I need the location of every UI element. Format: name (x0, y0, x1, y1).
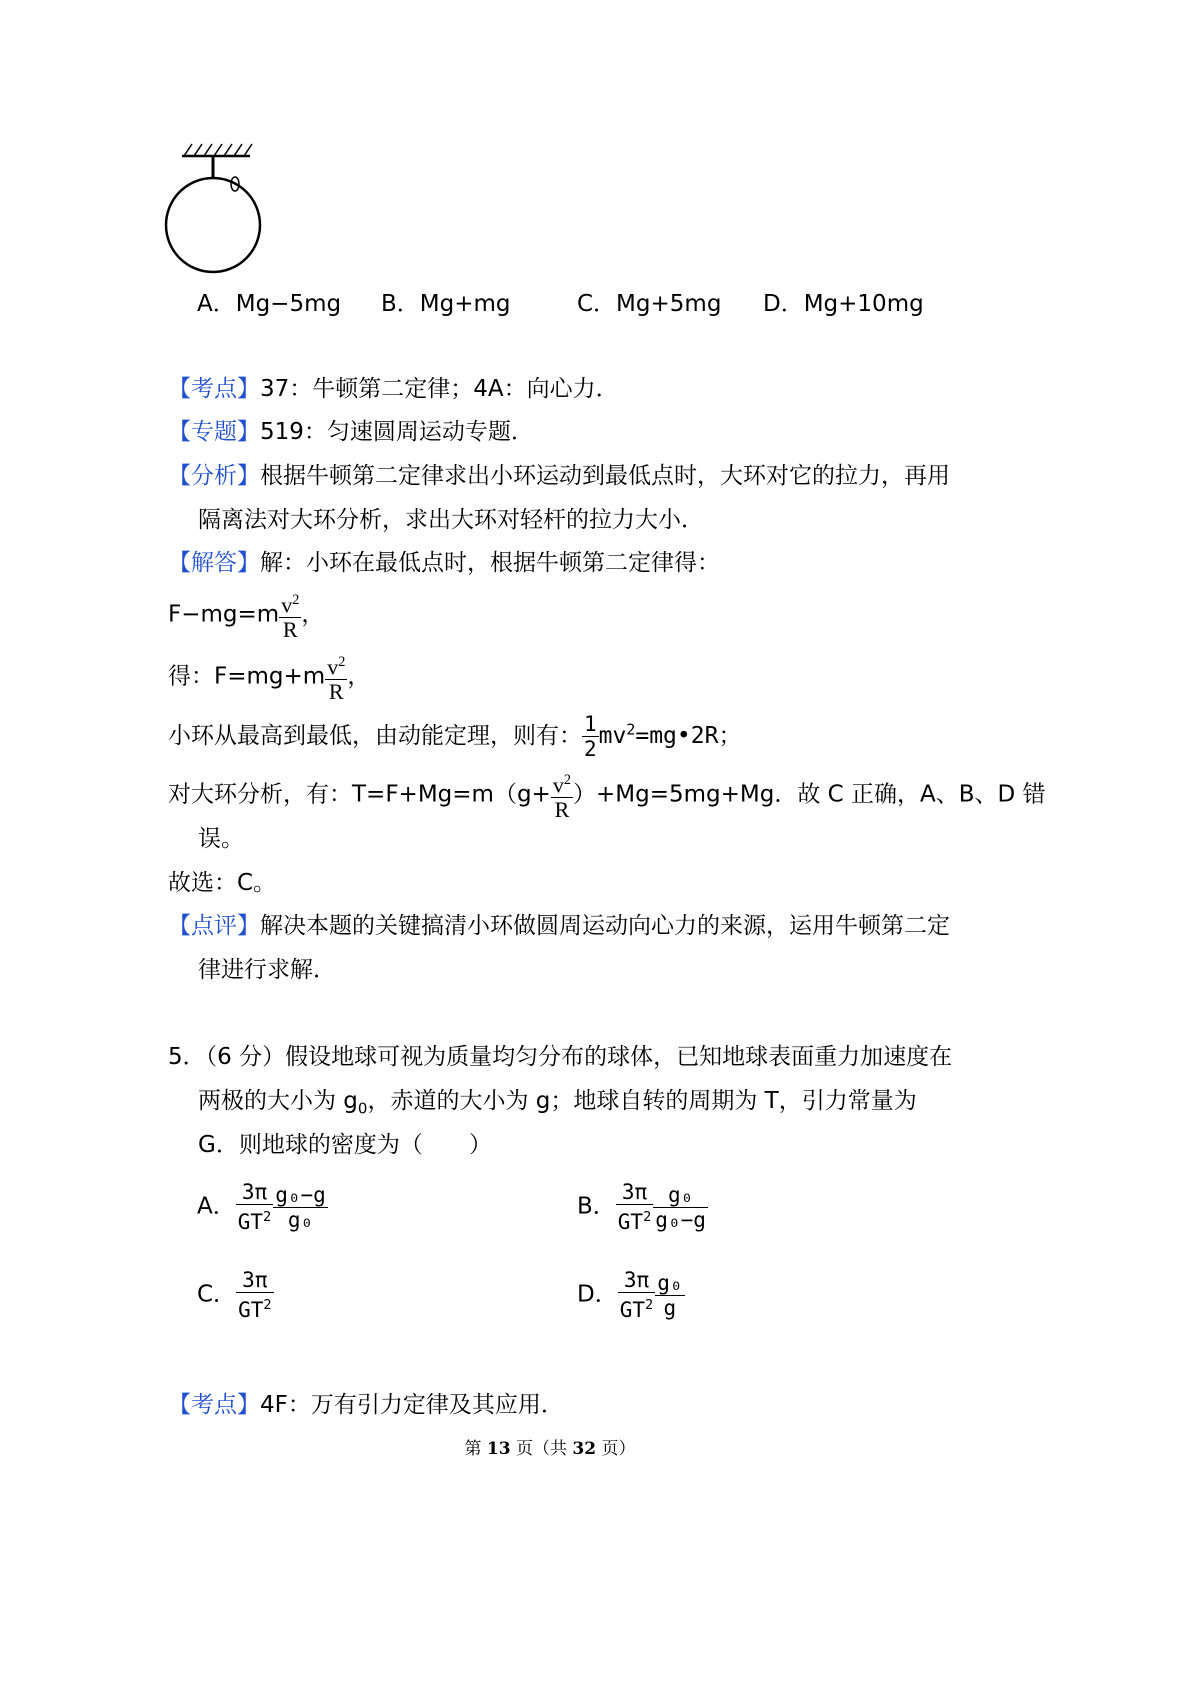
q5-option-d (577, 1268, 685, 1322)
eq2-fraction (325, 650, 347, 704)
ceiling-hatching (184, 144, 252, 156)
eq3-fraction (582, 712, 599, 761)
q5-optB-sup: 2 (643, 1209, 652, 1225)
footer-page-number: 13 (486, 1439, 511, 1459)
eq2-num: v (327, 654, 339, 680)
big-ring (166, 178, 260, 272)
q5-optC-den: GT (238, 1298, 264, 1322)
q5-option-c (197, 1268, 274, 1322)
q5-optC-frac (236, 1268, 274, 1322)
q5-optA-label: A． (197, 1193, 236, 1220)
dianping-tag: 【点评】 (168, 913, 260, 939)
kaodian-tag: 【考点】 (168, 376, 260, 402)
fenxi-line1: 根据牛顿第二定律求出小环运动到最低点时，大环对它的拉力，再用 (260, 463, 950, 489)
eq4-right: ）+Mg=5mg+Mg．故 C 正确，A、B、D 错 (572, 781, 1046, 808)
footer-mid: 页（共 (510, 1439, 573, 1459)
dianping-line2: 律进行求解． (198, 957, 336, 983)
q5-line2a: 两极的大小为 g (198, 1088, 358, 1114)
kaodian-text: 37：牛顿第二定律；4A：向心力． (260, 376, 619, 402)
q5-line2sub: 0 (357, 1099, 368, 1118)
q5-optD-label: D． (577, 1281, 618, 1308)
q5-line2 (198, 1084, 917, 1126)
q5-line3: G．则地球的密度为（ ） (198, 1132, 492, 1158)
q5-optB-frac2 (653, 1183, 708, 1232)
eq1-den: R (279, 617, 301, 642)
jieda-tag: 【解答】 (168, 550, 260, 576)
jieda-text: 解：小环在最低点时，根据牛顿第二定律得： (260, 550, 720, 576)
hanging-ring-figure (160, 140, 270, 280)
q5-optC-num: 3π (242, 1268, 268, 1292)
zhuanti-row (168, 415, 534, 449)
eq2-den: R (325, 679, 347, 704)
eq4-line2: 误。 (198, 826, 244, 852)
eq4-den: R (551, 797, 573, 822)
option-a: A．Mg−5mg (197, 291, 342, 317)
q5-optB-frac1 (616, 1180, 654, 1234)
q5-optB-den: GT (617, 1210, 644, 1234)
q5-optB-label: B． (577, 1193, 616, 1220)
fenxi-row (168, 459, 950, 493)
q5-option-a (197, 1180, 328, 1234)
q5-optD-den2: g (655, 1295, 684, 1320)
equation-4 (168, 768, 1046, 822)
q5-optB-num: 3π (621, 1180, 648, 1204)
q5-line1: 5．（6 分）假设地球可视为质量均匀分布的球体，已知地球表面重力加速度在 (168, 1044, 953, 1070)
eq4-sup: 2 (563, 772, 571, 788)
jieda-row (168, 546, 720, 580)
q5-line2b: ，赤道的大小为 g；地球自转的周期为 T，引力常量为 (367, 1088, 917, 1114)
dianping-line1: 解决本题的关键搞清小环做圆周运动向心力的来源，运用牛顿第二定 (260, 913, 950, 939)
q5-option-b (577, 1180, 708, 1234)
q5-kaodian-tag: 【考点】 (168, 1392, 260, 1418)
q5-optA-sup: 2 (263, 1209, 272, 1225)
q5-optA-den2: g₀ (273, 1207, 328, 1232)
q5-optB-num2: g₀ (667, 1182, 694, 1207)
eq1-fraction (279, 588, 301, 642)
answer-choice: 故选：C。 (168, 870, 277, 896)
fenxi-line2: 隔离法对大环分析，求出大环对轻杆的拉力大小． (198, 507, 704, 533)
eq1-num: v (281, 592, 293, 618)
q5-optC-label: C． (197, 1281, 237, 1308)
eq3-rest2: =mg•2R； (635, 723, 742, 749)
q5-optC-sup: 2 (263, 1297, 272, 1313)
q5-optA-num: 3π (241, 1180, 268, 1204)
q5-optD-num: 3π (623, 1268, 650, 1292)
eq3-rest: mv (598, 723, 627, 749)
q5-optD-num2: g₀ (657, 1270, 683, 1295)
q5-optD-frac2 (655, 1271, 684, 1320)
eq2-left: 得：F=mg+m (168, 663, 326, 690)
eq3-text: 小环从最高到最低，由动能定理，则有： (168, 723, 582, 749)
kaodian-row (168, 372, 619, 406)
eq4-left: 对大环分析，有：T=F+Mg=m（g+ (168, 781, 551, 808)
eq1-sup: 2 (292, 592, 300, 608)
page-footer (0, 1434, 1100, 1459)
eq1-end: ， (301, 601, 325, 628)
eq2-end: ， (347, 663, 371, 690)
q5-optB-den2: g₀−g (655, 1207, 706, 1232)
dianping-row (168, 909, 950, 943)
eq3-num: 1 (584, 712, 597, 736)
eq4-num: v (552, 772, 564, 798)
option-c: C．Mg+5mg (577, 291, 722, 317)
eq3-sup: 2 (626, 720, 636, 739)
eq2-sup: 2 (338, 654, 346, 670)
q5-optD-sup: 2 (645, 1297, 654, 1313)
footer-post: 页） (596, 1439, 636, 1459)
zhuanti-tag: 【专题】 (168, 419, 260, 445)
eq3-den: 2 (584, 737, 597, 761)
footer-pre: 第 (464, 1439, 487, 1459)
q5-optA-frac1 (236, 1180, 274, 1234)
q5-optA-den: GT (237, 1210, 264, 1234)
q5-optA-frac2 (273, 1183, 328, 1232)
q5-kaodian-row (168, 1388, 564, 1422)
zhuanti-text: 519：匀速圆周运动专题． (260, 419, 534, 445)
option-b: B．Mg+mg (381, 291, 511, 317)
q5-kaodian-text: 4F：万有引力定律及其应用． (260, 1392, 564, 1418)
equation-2 (168, 650, 370, 704)
eq4-fraction (551, 768, 573, 822)
footer-total-pages: 32 (572, 1439, 597, 1459)
eq1-left: F−mg=m (168, 601, 280, 628)
equation-1 (168, 588, 324, 642)
equation-3 (168, 712, 741, 761)
q5-optD-den: GT (619, 1298, 646, 1322)
option-d: D．Mg+10mg (763, 291, 924, 317)
fenxi-tag: 【分析】 (168, 463, 260, 489)
q5-optD-frac1 (618, 1268, 656, 1322)
q5-optA-num2: g₀−g (275, 1182, 326, 1207)
